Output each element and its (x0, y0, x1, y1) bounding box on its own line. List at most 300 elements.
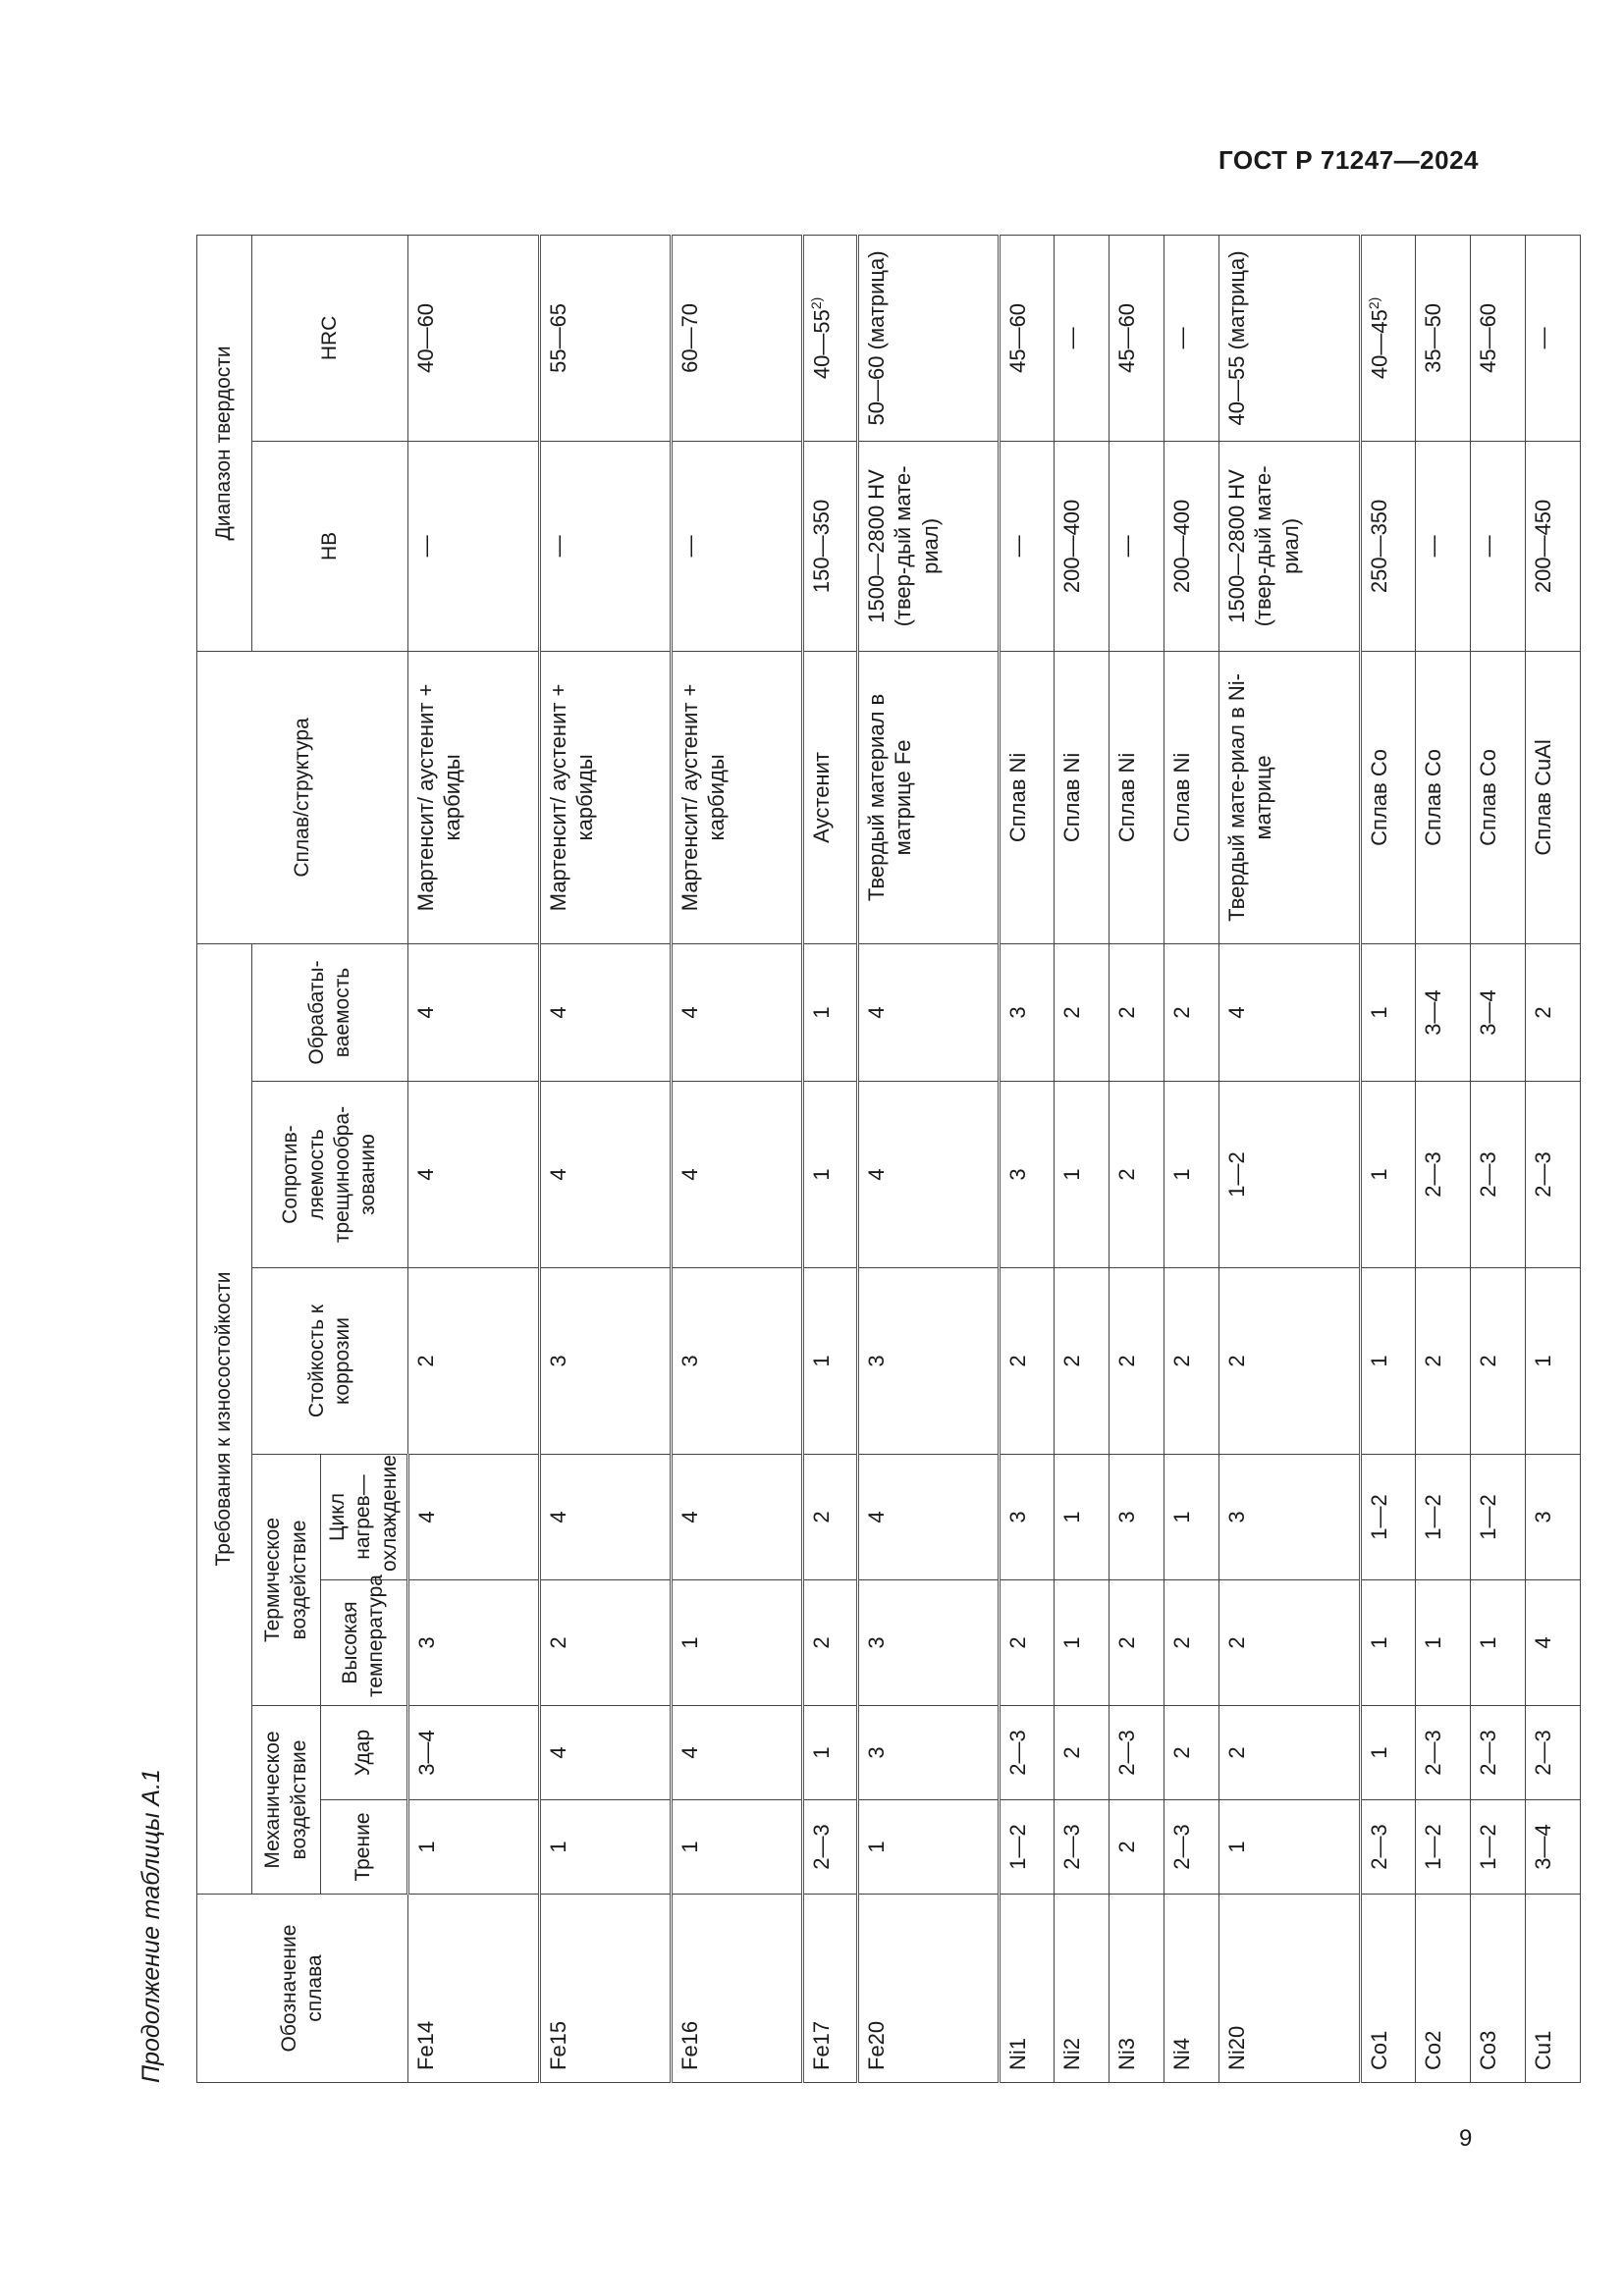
cell-crack (539, 1082, 671, 1268)
cell-hb (671, 441, 802, 651)
cell-hrc (1164, 235, 1218, 441)
table-body (407, 235, 1580, 2082)
cell-crack (671, 1082, 802, 1268)
cell-value: 2 (1223, 1636, 1249, 1649)
cell-value: 3 (413, 1636, 439, 1649)
cell-mach (1218, 943, 1360, 1081)
cell-corrosion (1470, 1268, 1525, 1455)
cell-value: 1 (413, 1841, 439, 1853)
cell-value: 4 (545, 1746, 570, 1759)
cell-value: 3 (1530, 1511, 1555, 1523)
cell-value: — (1004, 535, 1030, 558)
cell-value: 3 (863, 1636, 889, 1649)
cell-crack (1525, 1082, 1580, 1268)
cell-impact (1415, 1706, 1470, 1800)
cell-value: 1 (808, 1168, 834, 1181)
cell-crack (1470, 1082, 1525, 1268)
header-designation: Обозначение сплава (197, 1895, 408, 2083)
cell-impact (999, 1706, 1054, 1800)
cell-high-temp (1218, 1580, 1360, 1706)
cell-impact (1164, 1706, 1218, 1800)
cell-name (671, 1895, 802, 2083)
cell-value: 1 (1366, 1168, 1391, 1181)
cell-value: Сплав Ni (1113, 752, 1139, 843)
cell-corrosion (539, 1268, 671, 1455)
cell-value: 4 (412, 1168, 438, 1181)
cell-impact (1054, 1706, 1109, 1800)
cell-structure (802, 651, 857, 943)
cell-value: 2 (1058, 1355, 1084, 1367)
table-row (539, 235, 671, 2082)
cell-hrc (1470, 235, 1525, 441)
cell-value: 2—3 (1420, 1730, 1445, 1776)
table-row (857, 235, 999, 2082)
cell-name (1054, 1895, 1109, 2083)
cell-name (1164, 1895, 1218, 2083)
cell-value: 2—3 (1420, 1151, 1445, 1198)
cell-high-temp (1470, 1580, 1525, 1706)
cell-value: 2 (1004, 1636, 1030, 1649)
cell-high-temp (1525, 1580, 1580, 1706)
cell-hrc (407, 235, 539, 441)
cell-value: 2 (1168, 1355, 1194, 1367)
cell-friction (539, 1800, 671, 1895)
table-caption: Продолжение таблицы А.1 (137, 1769, 165, 2083)
cell-friction (1415, 1800, 1470, 1895)
cell-crack (407, 1082, 539, 1268)
cell-name (802, 1895, 857, 2083)
cell-mach (1109, 943, 1164, 1081)
cell-value: 1500—2800 HV (твер-дый мате-риал) (863, 465, 943, 627)
cell-value: — (1530, 327, 1555, 349)
cell-value: 4 (412, 1006, 438, 1019)
cell-structure (1360, 651, 1415, 943)
cell-mach (407, 943, 539, 1081)
cell-hb (1360, 441, 1415, 651)
cell-cycle (407, 1455, 539, 1580)
cell-value: 1 (1420, 1636, 1445, 1649)
cell-value: 1 (1168, 1511, 1194, 1523)
cell-hb (1470, 441, 1525, 651)
cell-hrc (1109, 235, 1164, 441)
cell-crack (1164, 1082, 1218, 1268)
cell-corrosion (1109, 1268, 1164, 1455)
cell-high-temp (1360, 1580, 1415, 1706)
cell-value: Твердый мате-риал в Ni-матрице (1223, 673, 1276, 922)
cell-corrosion (1218, 1268, 1360, 1455)
cell-value: 3—4 (1475, 989, 1500, 1036)
cell-friction (1218, 1800, 1360, 1895)
cell-value: 2 (1168, 1636, 1194, 1649)
cell-value: 2—3 (1004, 1730, 1030, 1776)
cell-mach (857, 943, 999, 1081)
alloy-properties-table (196, 235, 1581, 2083)
cell-value: 55—65 (545, 302, 570, 373)
cell-value: 1 (1366, 1636, 1391, 1649)
cell-value: 2—3 (808, 1824, 834, 1870)
cell-value: 2 (1113, 1168, 1139, 1181)
cell-friction (407, 1800, 539, 1895)
cell-value: 2—3 (1058, 1824, 1084, 1870)
cell-structure (671, 651, 802, 943)
cell-corrosion (1360, 1268, 1415, 1455)
cell-value: Ni3 (1113, 2037, 1139, 2070)
cell-value: 4 (545, 1511, 570, 1523)
cell-value: Fe15 (545, 2020, 570, 2070)
cell-value: 150—350 (808, 499, 834, 594)
cell-friction (802, 1800, 857, 1895)
cell-value: Ni1 (1004, 2037, 1030, 2070)
cell-friction (1470, 1800, 1525, 1895)
cell-value: Сплав Ni (1168, 752, 1194, 843)
cell-corrosion (802, 1268, 857, 1455)
cell-value: Сплав Ni (1058, 752, 1084, 843)
cell-hrc (1415, 235, 1470, 441)
cell-value: 2—3 (1366, 1824, 1391, 1870)
cell-cycle (999, 1455, 1054, 1580)
cell-structure (857, 651, 999, 943)
cell-impact (1470, 1706, 1525, 1800)
cell-structure (407, 651, 539, 943)
cell-value: 2 (412, 1355, 438, 1367)
cell-value: 3—4 (413, 1730, 439, 1776)
cell-hrc (1218, 235, 1360, 441)
table-row (1360, 235, 1415, 2082)
cell-value: 3—4 (1420, 989, 1445, 1036)
cell-value: 4 (863, 1168, 889, 1181)
cell-cycle (1360, 1455, 1415, 1580)
cell-hrc (671, 235, 802, 441)
cell-high-temp (1164, 1580, 1218, 1706)
cell-value: 4 (677, 1746, 702, 1759)
cell-hrc (1054, 235, 1109, 441)
cell-value: 4 (863, 1006, 889, 1019)
standard-number: ГОСТ Р 71247—2024 (1218, 145, 1479, 175)
cell-hb (1109, 441, 1164, 651)
table-row (1109, 235, 1164, 2082)
cell-value: — (1113, 535, 1139, 558)
cell-corrosion (1415, 1268, 1470, 1455)
cell-value: 45—60 (1475, 302, 1500, 373)
cell-value: 2 (1420, 1355, 1445, 1367)
cell-crack (857, 1082, 999, 1268)
cell-cycle (1109, 1455, 1164, 1580)
header-heat-cycle: Цикл нагрев—охлаждение (321, 1455, 408, 1580)
cell-value: 3 (863, 1746, 889, 1759)
cell-value: Ni20 (1223, 2025, 1249, 2070)
cell-name (539, 1895, 671, 2083)
cell-value: 2 (1530, 1006, 1555, 1019)
cell-hb (999, 441, 1054, 651)
header-friction: Трение (321, 1800, 408, 1895)
cell-value: — (677, 535, 702, 558)
cell-value: Мартенсит/ аустенит + карбиды (412, 683, 465, 912)
cell-value: Fe16 (677, 2020, 702, 2070)
cell-value: Fe14 (412, 2020, 438, 2070)
cell-hrc (1525, 235, 1580, 441)
cell-impact (407, 1706, 539, 1800)
cell-cycle (1415, 1455, 1470, 1580)
cell-name (1525, 1895, 1580, 2083)
cell-value: 1 (1058, 1511, 1084, 1523)
table-row (1054, 235, 1109, 2082)
cell-value: 1—2 (1475, 1494, 1500, 1540)
cell-value: 1 (1223, 1841, 1249, 1853)
cell-value: 1 (1058, 1168, 1084, 1181)
cell-crack (1415, 1082, 1470, 1268)
cell-value: 1 (1366, 1006, 1391, 1019)
cell-value: 1 (1058, 1636, 1084, 1649)
cell-value: 4 (545, 1006, 570, 1019)
cell-cycle (857, 1455, 999, 1580)
header-high-temp: Высокая температура (321, 1580, 408, 1706)
cell-structure (1525, 651, 1580, 943)
cell-value: 1—2 (1366, 1494, 1391, 1540)
header-crack: Сопротив-ляемость трещинообра-зованию (252, 1082, 408, 1268)
cell-value: 2—3 (1530, 1730, 1555, 1776)
table-row (671, 235, 802, 2082)
header-mechanical: Механическое воздействие (252, 1706, 321, 1895)
cell-value: Co2 (1420, 2030, 1445, 2070)
cell-corrosion (1054, 1268, 1109, 1455)
cell-corrosion (1164, 1268, 1218, 1455)
cell-value: 45—60 (1113, 302, 1139, 373)
cell-structure (1415, 651, 1470, 943)
cell-crack (1054, 1082, 1109, 1268)
cell-value: Сплав Co (1366, 749, 1391, 846)
cell-value: 1 (677, 1841, 702, 1853)
cell-structure (1218, 651, 1360, 943)
cell-mach (539, 943, 671, 1081)
cell-corrosion (1525, 1268, 1580, 1455)
cell-high-temp (539, 1580, 671, 1706)
cell-cycle (1218, 1455, 1360, 1580)
header-impact: Удар (321, 1706, 408, 1800)
cell-value: 1—2 (1420, 1494, 1445, 1540)
cell-structure (1054, 651, 1109, 943)
cell-cycle (539, 1455, 671, 1580)
cell-value: Аустенит (808, 752, 834, 843)
header-corrosion: Стойкость к коррозии (252, 1268, 408, 1455)
cell-cycle (1054, 1455, 1109, 1580)
cell-value: 2 (1223, 1355, 1249, 1367)
cell-value: 3—4 (1530, 1824, 1555, 1870)
cell-high-temp (671, 1580, 802, 1706)
cell-corrosion (999, 1268, 1054, 1455)
cell-value: 1 (677, 1636, 702, 1649)
cell-value: 2 (1223, 1746, 1249, 1759)
cell-value: 1 (1530, 1355, 1555, 1367)
cell-name (1470, 1895, 1525, 2083)
cell-value: 2 (1113, 1355, 1139, 1367)
cell-hb (1218, 441, 1360, 651)
cell-value: 1 (808, 1006, 834, 1019)
table-row (1415, 235, 1470, 2082)
cell-hrc (802, 235, 857, 441)
cell-cycle (671, 1455, 802, 1580)
cell-crack (999, 1082, 1054, 1268)
cell-value: Ni2 (1058, 2037, 1084, 2070)
cell-name (407, 1895, 539, 2083)
cell-mach (1415, 943, 1470, 1081)
cell-value: 60—70 (677, 302, 702, 373)
header-hb: HB (252, 441, 408, 651)
cell-cycle (1470, 1455, 1525, 1580)
cell-value: 1500—2800 HV (твер-дый мате-риал) (1223, 465, 1303, 627)
cell-value: — (1168, 327, 1194, 349)
cell-hb (1415, 441, 1470, 651)
cell-value: 40—60 (412, 302, 438, 373)
cell-value: 3 (545, 1355, 570, 1367)
cell-value: 2 (1475, 1355, 1500, 1367)
header-machinability: Обрабаты-ваемость (252, 943, 408, 1081)
cell-structure (1164, 651, 1218, 943)
cell-value: 200—400 (1058, 499, 1084, 594)
cell-value: Cu1 (1530, 2030, 1555, 2070)
cell-mach (1164, 943, 1218, 1081)
cell-impact (1218, 1706, 1360, 1800)
cell-value: 1 (1475, 1636, 1500, 1649)
cell-name (857, 1895, 999, 2083)
cell-value: 1—2 (1223, 1151, 1249, 1198)
cell-value: 200—400 (1168, 499, 1194, 594)
cell-crack (1218, 1082, 1360, 1268)
cell-hb (1525, 441, 1580, 651)
cell-value: 40—55 (809, 309, 835, 380)
cell-value: 1 (808, 1746, 834, 1759)
cell-value: Fe20 (863, 2020, 889, 2070)
cell-value: 45—60 (1004, 302, 1030, 373)
cell-value: 200—450 (1530, 499, 1555, 594)
cell-value: Сплав Ni (1004, 752, 1030, 843)
cell-name (1360, 1895, 1415, 2083)
footnote-marker: 2) (1365, 296, 1381, 310)
cell-hb (407, 441, 539, 651)
cell-value: 4 (677, 1511, 702, 1523)
cell-high-temp (1054, 1580, 1109, 1706)
cell-impact (539, 1706, 671, 1800)
cell-friction (1164, 1800, 1218, 1895)
cell-value: 4 (413, 1511, 439, 1523)
cell-crack (802, 1082, 857, 1268)
cell-value: 2 (1058, 1006, 1084, 1019)
cell-value: 2 (1113, 1636, 1139, 1649)
cell-value: 2 (1004, 1355, 1030, 1367)
cell-impact (857, 1706, 999, 1800)
cell-value: Co1 (1366, 2030, 1391, 2070)
cell-value: 2—3 (1475, 1730, 1500, 1776)
cell-value: 4 (1530, 1636, 1555, 1649)
cell-mach (999, 943, 1054, 1081)
cell-name (1109, 1895, 1164, 2083)
cell-value: 4 (545, 1168, 570, 1181)
cell-mach (1360, 943, 1415, 1081)
cell-hb (857, 441, 999, 651)
cell-mach (1525, 943, 1580, 1081)
cell-friction (857, 1800, 999, 1895)
cell-mach (671, 943, 802, 1081)
cell-value: 3 (863, 1355, 889, 1367)
cell-structure (1470, 651, 1525, 943)
table-row (999, 235, 1054, 2082)
table-row (802, 235, 857, 2082)
cell-value: Сплав Co (1475, 749, 1500, 846)
cell-value: 2 (1168, 1006, 1194, 1019)
table-row (1470, 235, 1525, 2082)
cell-high-temp (802, 1580, 857, 1706)
cell-hb (1054, 441, 1109, 651)
cell-high-temp (1415, 1580, 1470, 1706)
cell-value: 35—50 (1420, 302, 1445, 373)
cell-value: 3 (1004, 1511, 1030, 1523)
cell-value: Твердый материал в матрице Fe (863, 693, 916, 902)
cell-value: 2—3 (1168, 1824, 1194, 1870)
cell-value: 1—2 (1004, 1824, 1030, 1870)
cell-value: Ni4 (1168, 2037, 1194, 2070)
cell-value: 2—3 (1530, 1151, 1555, 1198)
table-row (1218, 235, 1360, 2082)
cell-corrosion (857, 1268, 999, 1455)
table-row (407, 235, 539, 2082)
header-hrc: HRC (252, 235, 408, 441)
cell-friction (1109, 1800, 1164, 1895)
cell-value: 4 (1223, 1006, 1249, 1019)
cell-value: 40—45 (1367, 309, 1392, 380)
cell-value: 4 (863, 1511, 889, 1523)
cell-value: 2—3 (1113, 1730, 1139, 1776)
cell-impact (802, 1706, 857, 1800)
cell-impact (1360, 1706, 1415, 1800)
cell-name (1415, 1895, 1470, 2083)
cell-value: Сплав Co (1420, 749, 1445, 846)
cell-hb (802, 441, 857, 651)
cell-impact (671, 1706, 802, 1800)
table-row (1525, 235, 1580, 2082)
cell-corrosion (407, 1268, 539, 1455)
cell-value: — (1420, 535, 1445, 558)
cell-value: 1—2 (1475, 1824, 1500, 1870)
cell-name (1218, 1895, 1360, 2083)
cell-hb (539, 441, 671, 651)
cell-value: 4 (677, 1006, 702, 1019)
cell-mach (802, 943, 857, 1081)
cell-hrc (857, 235, 999, 441)
cell-value: 3 (1004, 1006, 1030, 1019)
cell-hrc (539, 235, 671, 441)
rotated-page-content (137, 236, 1555, 2083)
cell-value: 2 (1168, 1746, 1194, 1759)
cell-cycle (1525, 1455, 1580, 1580)
cell-value: 50—60 (матрица) (863, 250, 889, 426)
cell-mach (1054, 943, 1109, 1081)
cell-structure (999, 651, 1054, 943)
cell-value: 1 (545, 1841, 570, 1853)
cell-high-temp (999, 1580, 1054, 1706)
cell-value: 2 (1058, 1746, 1084, 1759)
header-thermal: Термическое воздействие (252, 1455, 321, 1706)
footnote-marker: 2) (807, 296, 824, 310)
header-hardness: Диапазон твердости (197, 235, 252, 651)
cell-value: 2 (808, 1636, 834, 1649)
cell-value: 2—3 (1475, 1151, 1500, 1198)
cell-value: — (1058, 327, 1084, 349)
cell-value: 1 (863, 1841, 889, 1853)
cell-high-temp (407, 1580, 539, 1706)
cell-cycle (1164, 1455, 1218, 1580)
cell-value: 1 (808, 1355, 834, 1367)
cell-value: 1—2 (1420, 1824, 1445, 1870)
cell-value: Сплав CuAl (1530, 739, 1555, 856)
